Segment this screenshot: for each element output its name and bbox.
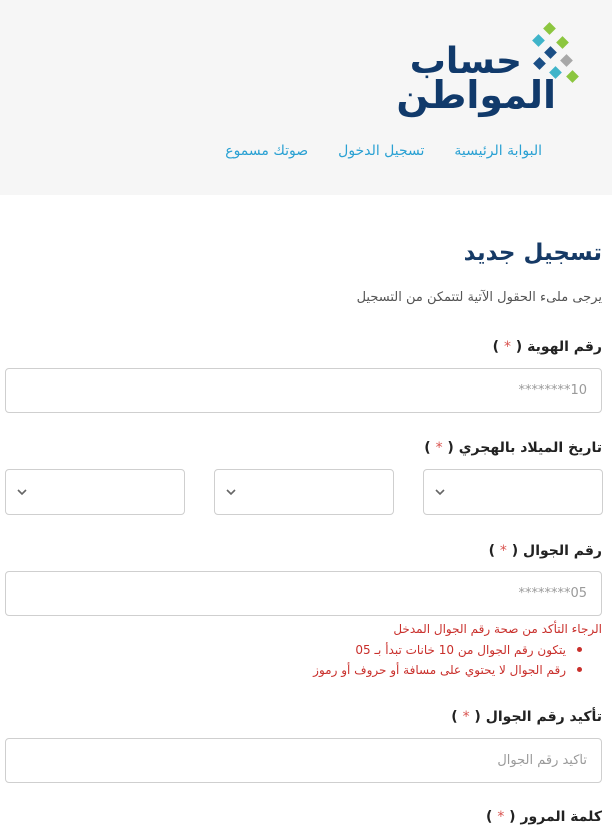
required-mark: * <box>435 440 443 456</box>
logo-square <box>532 34 545 47</box>
logo-square <box>556 36 569 49</box>
chevron-down-icon <box>224 485 238 499</box>
logo-square <box>543 22 556 35</box>
birth-day-select[interactable] <box>423 469 603 515</box>
logo-square <box>560 54 573 67</box>
logo-square <box>566 70 579 83</box>
password-label: كلمة المرور ( * ) <box>486 809 602 825</box>
chevron-down-icon <box>433 485 447 499</box>
mobile-label: رقم الجوال ( * ) <box>488 543 602 559</box>
birth-date-label: تاريخ الميلاد بالهجري ( * ) <box>424 440 602 456</box>
mobile-error-text: يتكون رقم الجوال من 10 خانات تبدأ بـ 05 <box>355 643 566 657</box>
id-number-input[interactable] <box>5 368 602 413</box>
site-header <box>0 0 612 195</box>
id-number-label: رقم الهوية ( * ) <box>492 339 602 355</box>
birth-year-select[interactable] <box>5 469 185 515</box>
main-nav <box>225 143 542 159</box>
logo-square <box>533 57 546 70</box>
password-label-text: كلمة المرور <box>520 809 602 825</box>
page-subtitle: يرجى ملىء الحقول الآتية لتتمكن من التسجيل <box>356 290 602 305</box>
logo-square <box>544 46 557 59</box>
nav-link-home-portal[interactable]: البوابة الرئيسية <box>454 143 542 159</box>
required-mark: * <box>462 709 470 725</box>
nav-link-login[interactable]: تسجيل الدخول <box>338 143 425 159</box>
mobile-error-item <box>313 660 582 680</box>
bullet-icon <box>577 667 582 672</box>
birth-month-select[interactable] <box>214 469 394 515</box>
chevron-down-icon <box>15 485 29 499</box>
mobile-confirm-input[interactable] <box>5 738 602 783</box>
mobile-error-title: الرجاء التأكد من صحة رقم الجوال المدخل <box>393 622 602 636</box>
mobile-input[interactable] <box>5 571 602 616</box>
mobile-label-text: رقم الجوال <box>523 543 602 559</box>
id-number-label-text: رقم الهوية <box>527 339 602 355</box>
logo-text-line2: المواطن <box>396 73 556 117</box>
required-mark: * <box>497 809 505 825</box>
nav-link-voice-heard[interactable]: صوتك مسموع <box>225 143 309 159</box>
mobile-error-text: رقم الجوال لا يحتوي على مسافة أو حروف أو رموز <box>313 663 566 677</box>
mobile-error-item <box>313 640 582 660</box>
page-title: تسجيل جديد <box>463 240 602 266</box>
mobile-error-list <box>313 640 582 680</box>
required-mark: * <box>499 543 507 559</box>
mobile-confirm-label: تأكيد رقم الجوال ( * ) <box>451 709 602 725</box>
citizen-account-logo[interactable] <box>396 20 584 117</box>
mobile-confirm-label-text: تأكيد رقم الجوال <box>485 709 602 725</box>
logo-text-line1: حساب <box>409 41 522 82</box>
bullet-icon <box>577 647 582 652</box>
required-mark: * <box>503 339 511 355</box>
birth-date-label-text: تاريخ الميلاد بالهجري <box>458 440 602 456</box>
